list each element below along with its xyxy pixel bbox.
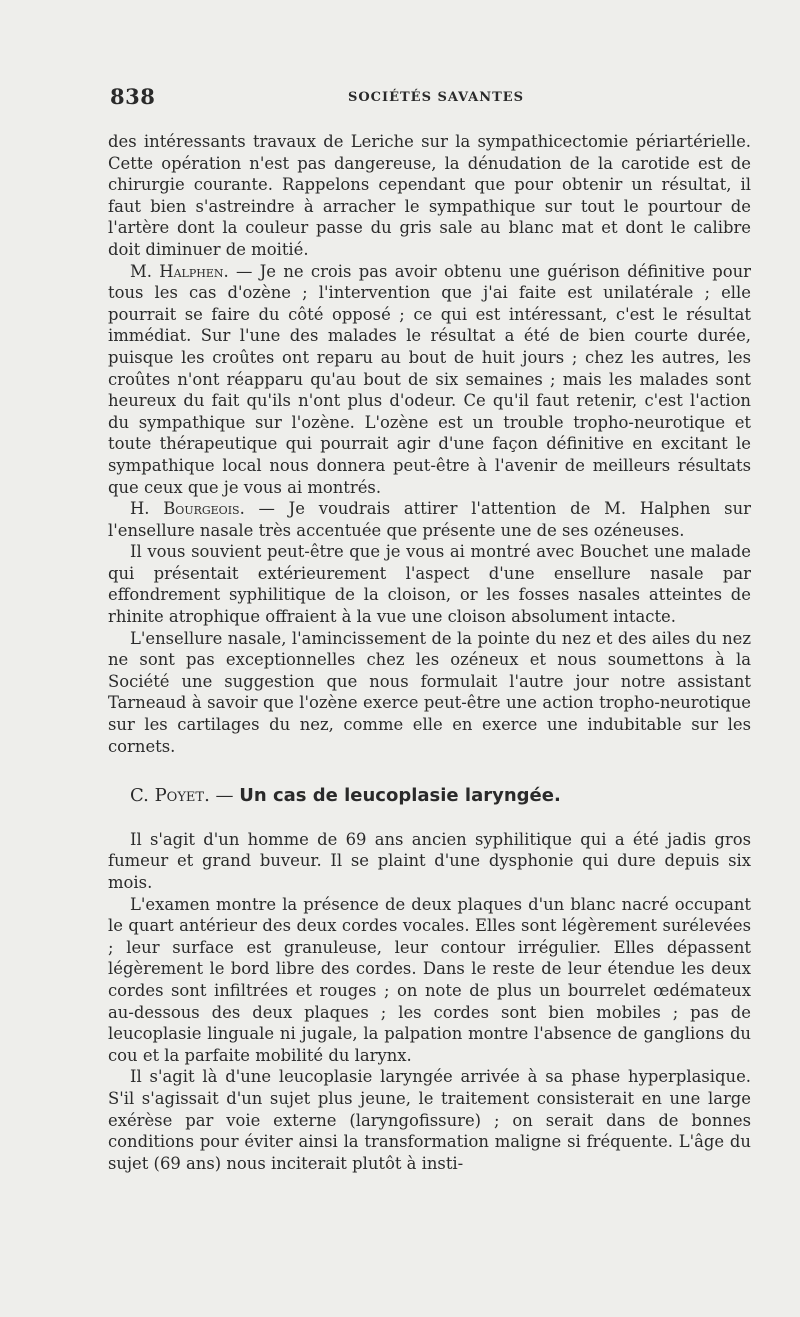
- section-author: C. Poyet.: [130, 785, 210, 807]
- section-title: Un cas de leucoplasie laryngée.: [239, 785, 561, 807]
- speaker-name: H. Bourgeois.: [130, 499, 245, 519]
- paragraph: [108, 261, 751, 499]
- paragraph: L'ensellure nasale, l'amincissement de la pointe du nez et des ailes du nez ne sont pas exceptionnelles chez les ozéneux et nous soumettons à la Société une suggestion que nous formulait l'autre jour notre assistant Tarneaud à savoir que l'ozène exerce peut-être une action tropho-neurotique sur les cartilages du nez, comme elle en exerce une indubitable sur les cornets.: [108, 628, 751, 756]
- page-header: [110, 84, 750, 114]
- page-number: 838: [110, 84, 156, 109]
- body-text: [108, 131, 751, 1174]
- paragraph-text: — Je ne crois pas avoir obtenu une guérison définitive pour tous les cas d'ozène ; l'intervention que j'ai faite est unilatérale ; elle pourrait se faire du côté opposé ; ce qui est intéressant, c'est le résultat immédiat. Sur l'une des malades le résultat a été de bien courte durée, puisque les croûtes ont reparu au bout de huit jours ; chez les autres, les croûtes n'ont réapparu qu'au bout de six semaines ; mais les malades sont heureux du fait qu'ils n'ont plus d'odeur. Ce qu'il faut retenir, c'est l'action du sympathique sur l'ozène. L'ozène est un trouble tropho-neurotique et toute thérapeutique qui pourrait agir d'une façon définitive en excitant le sympathique local nous donnera peut-être à l'avenir de meilleurs résultats que ceux que je vous ai montrés.: [108, 261, 751, 497]
- paragraph: [108, 498, 751, 541]
- paragraph: L'examen montre la présence de deux plaques d'un blanc nacré occupant le quart antérieur des deux cordes vocales. Elles sont légèrement surélevées ; leur surface est granuleuse, leur contour irrégulier. Elles dépassent légèrement le bord libre des cordes. Dans le reste de leur étendue les deux cordes sont infiltrées et rouges ; on note de plus un bourrelet œdémateux au-dessous des deux plaques ; les cordes sont bien mobiles ; pas de leucoplasie linguale ni jugale, la palpation montre l'absence de ganglions du cou et la parfaite mobilité du larynx.: [108, 894, 751, 1065]
- paragraph: Il s'agit d'un homme de 69 ans ancien syphilitique qui a été jadis gros fumeur et grand buveur. Il se plaint d'une dysphonie qui dure depuis six mois.: [108, 829, 751, 892]
- paragraph-text: — Je voudrais attirer l'attention de M. Halphen sur l'ensellure nasale très accentuée que présente une de ses ozéneuses.: [108, 499, 751, 540]
- section-dash: —: [209, 785, 240, 807]
- running-title: SOCIÉTÉS SAVANTES: [347, 90, 525, 105]
- paragraph: Il vous souvient peut-être que je vous ai montré avec Bouchet une malade qui présentait extérieurement l'aspect d'une ensellure nasale par effondrement syphilitique de la cloison, or les fosses nasales atteintes de rhinite atrophique offraient à la vue une cloison absolument intacte.: [108, 542, 751, 627]
- section-heading: [130, 785, 751, 807]
- paragraph: Il s'agit là d'une leucoplasie laryngée arrivée à sa phase hyperplasique. S'il s'agissait d'un sujet plus jeune, le traitement consisterait en une large exérèse par voie externe (laryngofissure) ; on serait dans de bonnes conditions pour éviter ainsi la transformation maligne si fréquente. L'âge du sujet (69 ans) nous inciterait plutôt à insti-: [108, 1067, 751, 1173]
- paragraph: des intéressants travaux de Leriche sur la sympathicectomie périartérielle. Cette opération n'est pas dangereuse, la dénudation de la carotide est de chirurgie courante. Rappelons cependant que pour obtenir un résultat, il faut bien s'astreindre à arracher le sympathique sur tout le pourtour de l'artère dont la couleur passe du gris sale au blanc mat et dont le calibre doit diminuer de moitié.: [108, 132, 751, 259]
- speaker-name: M. Halphen.: [130, 261, 229, 281]
